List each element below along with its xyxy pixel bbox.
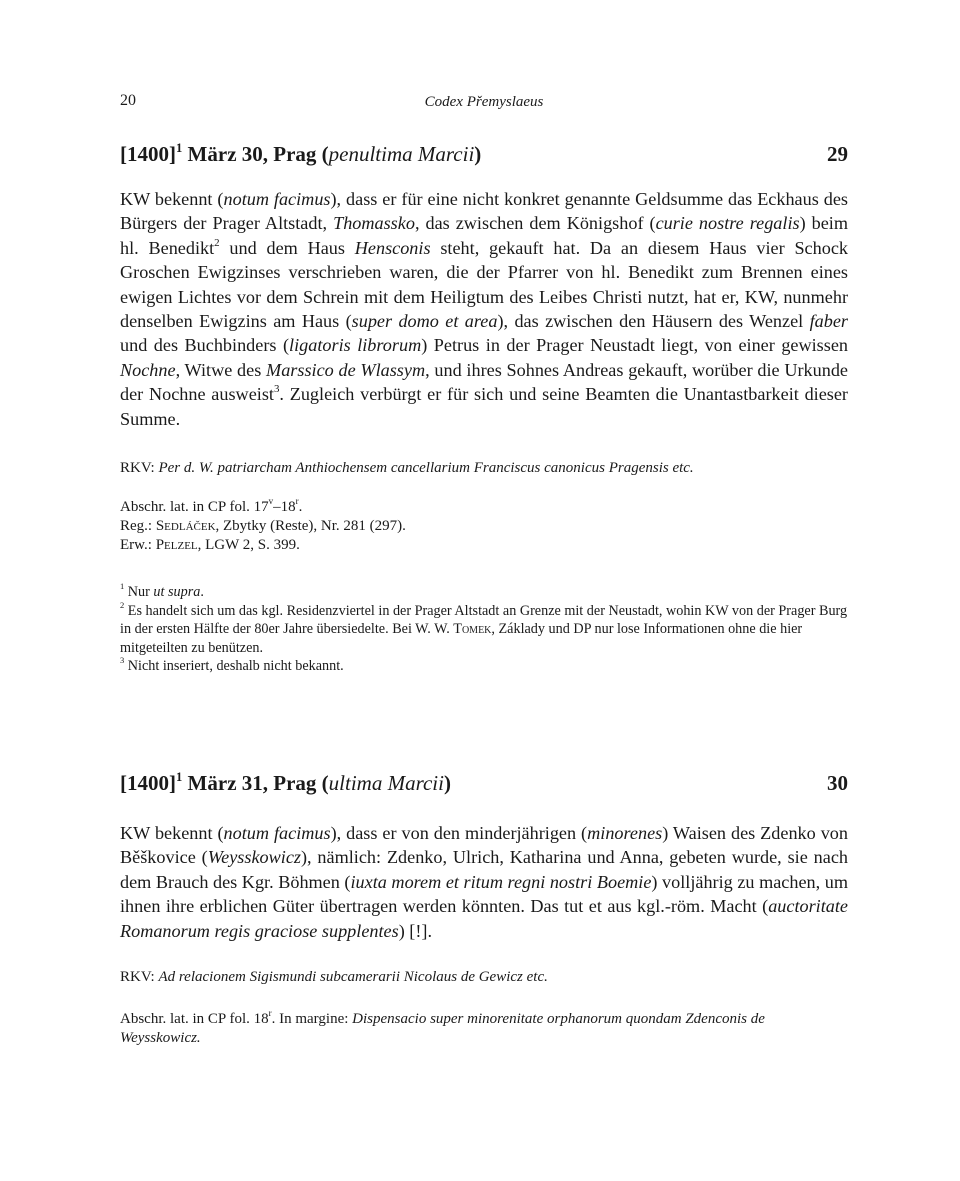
running-title: Codex Přemyslaeus [424,94,544,110]
entry-number: 30 [827,771,848,795]
footnote: $^2$ Es handelt sich um das kgl. Residenzviertel in der Prager Altstadt an Grenze mit der Neustadt, wohin KW von der Prager Burg in der ersten Hälfte der 80er Jahre übersiedelte. Bei W. W. Tomek, Základy und DP nur lose Informationen ohne die hier mitgeteilten zu benützen. [120,599,848,656]
source-line: Abschr. lat. in CP fol. 17$^v$–18$^r$. [120,496,303,515]
page-number: 20 [120,92,136,109]
source-list [120,1010,848,1048]
source-list [120,498,848,555]
entry-body: KW bekennt (notum facimus), dass er von den minderjährigen (minorenes) Waisen des Zdenko von Běškovice (Weysskowicz), nämlich: Zdenko, Ulrich, Katharina und Anna, gebeten wurde, sie nach dem Brauch des Kgr. Böhmen (iuxta morem et ritum regni nostri Boemie) volljährig zu machen, um ihnen ihre erblichen Güter übertragen werden könnten. Das tut et aus kgl.-röm. Macht (auctoritate Romanorum regis graciose supplentes) [!]. [120,823,848,941]
source-line: Erw.: Pelzel, LGW 2, S. 399. [120,537,300,553]
footnotes [120,583,848,676]
footnote: $^3$ Nicht inseriert, deshalb nicht bekannt. [120,655,344,674]
source-line: Reg.: Sedláček, Zbytky (Reste), Nr. 281 (297). [120,518,406,534]
entry-heading: $[1400]^1$ März 31, Prag (ultima Marcii) 30 [120,769,848,795]
entry-heading: $[1400]^1$ März 30, Prag (penultima Marcii) 29 [120,140,848,166]
rkv-note: RKV: Ad relacionem Sigismundi subcamerarii Nicolaus de Gewicz etc. [120,969,548,985]
entry-number: 29 [827,142,848,166]
entry-body: KW bekennt (notum facimus), dass er für eine nicht konkret genannte Geldsumme das Eckhaus des Bürgers der Prager Altstadt, Thomassko, das zwischen dem Königshof (curie nostre regalis) beim hl. Benedikt$^2$ und dem Haus Hensconis steht, gekauft hat. Da an diesem Haus vier Schock Groschen Ewigzinses verschrieben waren, die der Pfarrer von hl. Benedikt zum Brennen eines ewigen Lichtes vor dem Schrein mit dem Heiligtum des Leibes Christi nutzt, hat er, KW, nunmehr denselben Ewigzins am Haus (super domo et area), das zwischen den Häusern des Wenzel faber und des Buchbinders (ligatoris librorum) Petrus in der Prager Neustadt liegt, von einer gewissen Nochne, Witwe des Marssico de Wlassym, und ihres Sohnes Andreas gekauft, worüber die Urkunde der Nochne ausweist$^3$. Zugleich verbürgt er für sich und seine Beamten die Unantastbarkeit dieser Summe. [120,189,849,429]
running-header [120,92,848,116]
source-line: Abschr. lat. in CP fol. 18$^r$. In margine: Dispensacio super minorenitate orphanorum quondam Zdenconis de Weysskowicz. [120,1008,765,1046]
rkv-note: RKV: Per d. W. patriarcham Anthiochensem cancellarium Franciscus canonicus Pragensis etc. [120,460,694,476]
footnote: $^1$ Nur ut supra. [120,581,204,600]
